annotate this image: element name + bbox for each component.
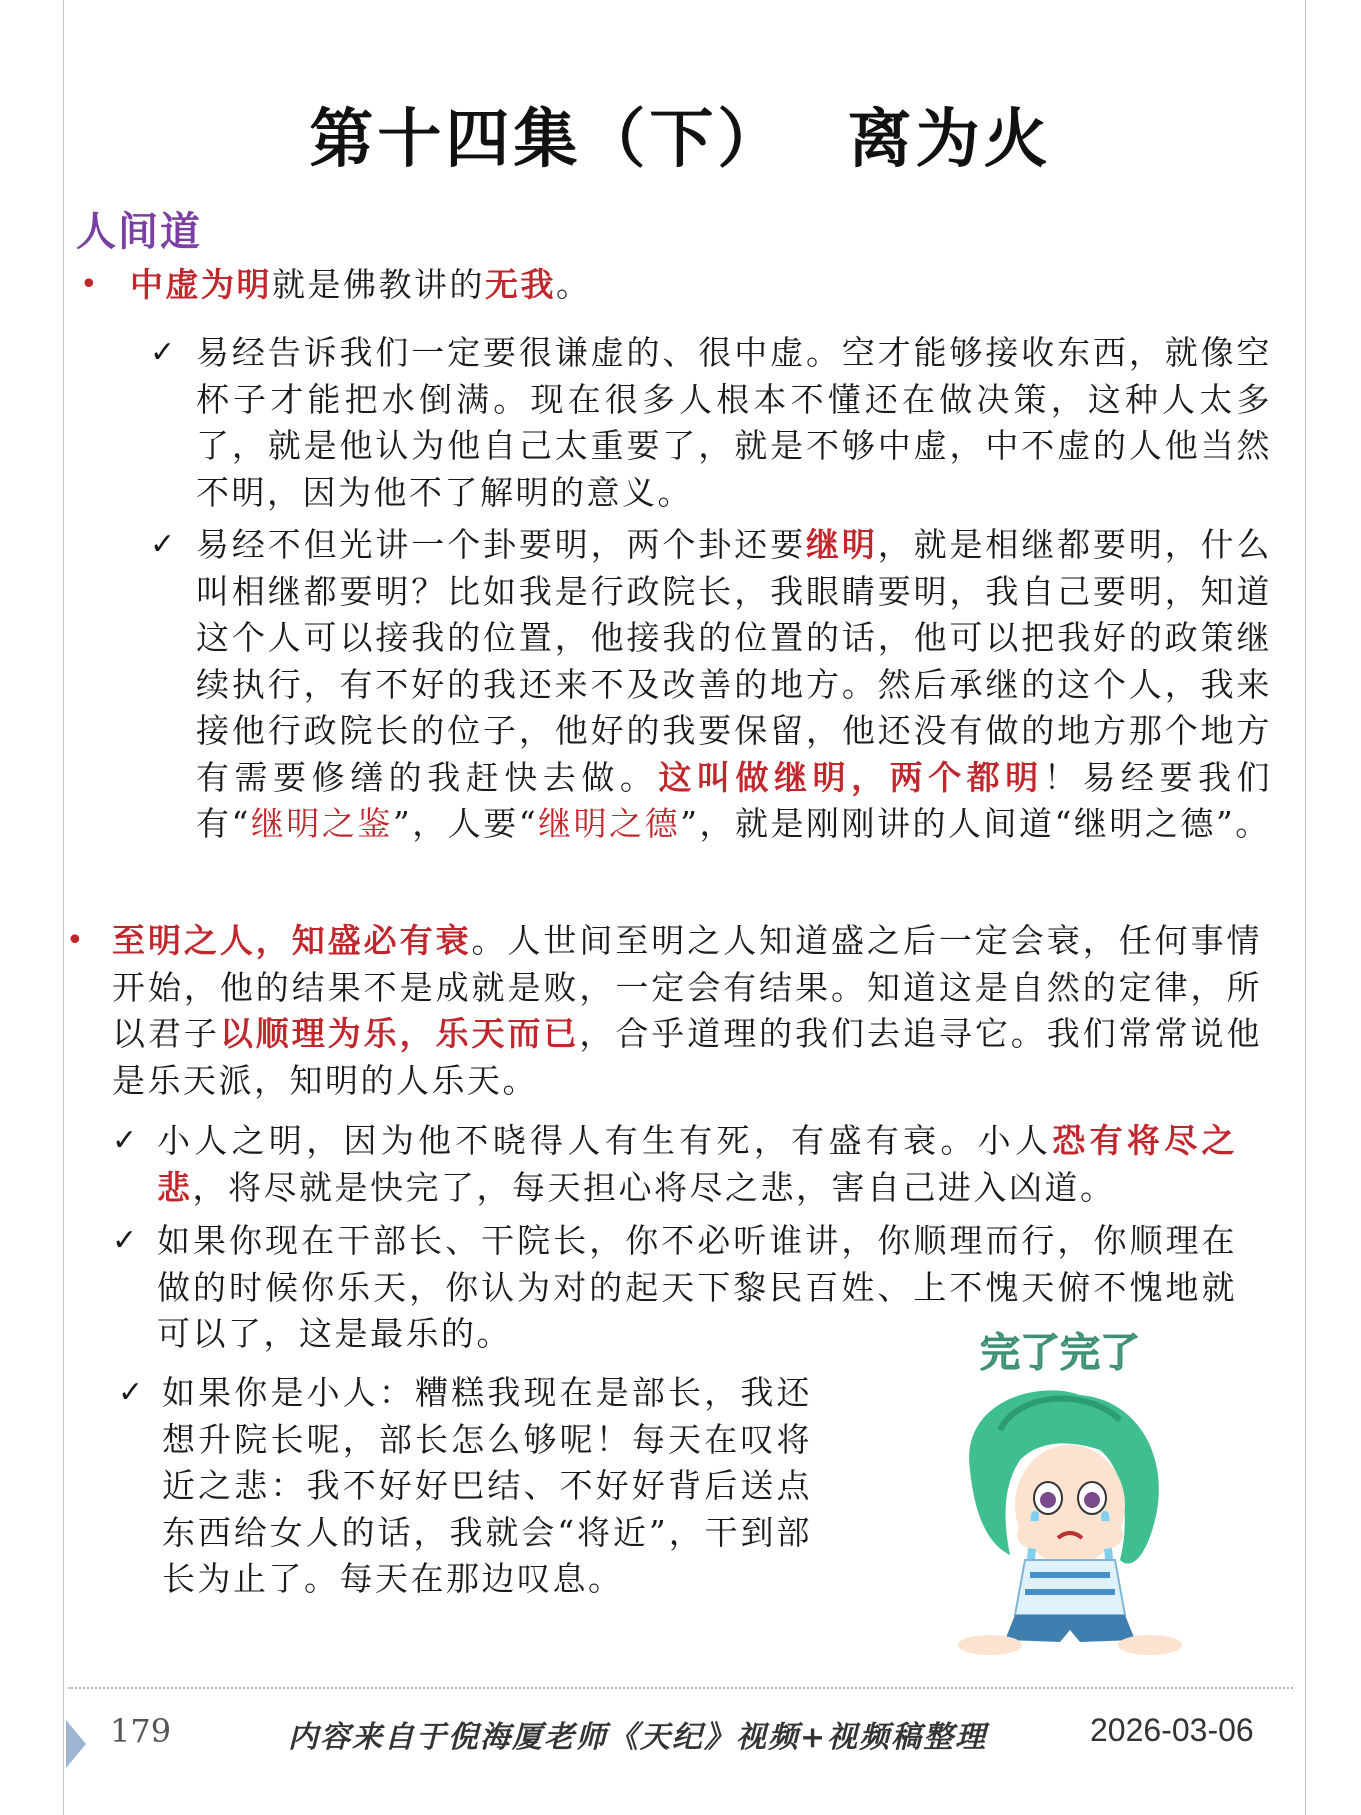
checkmark-icon: ✓ (150, 335, 176, 370)
text: ，就是相继都要明，什么叫相继都要明？比如我是行政院长，我眼睛要明，我自己要明，知道这个人可以接我的位置，他接我的位置的话，他可以把我好的政策继续执行，有不好的我还来不及改善的地方。然后承继的这个人，我来接他行政院长的位子，他好的我要保留，他还没有做的地方那个地方有需要修缮的我赶快去做。 (196, 525, 1273, 797)
check-paragraph-4: 如果你现在干部长、干院长，你不必听谁讲，你顺理而行，你顺理在做的时候你乐天，你认为对的起天下黎民百姓、上不愧天俯不愧地就可以了，这是最乐的。 (157, 1221, 1237, 1353)
text: ，将尽就是快完了，每天担心将尽之悲，害自己进入凶道。 (192, 1167, 1116, 1207)
page-title: 第十四集（下） 离为火 (309, 102, 1052, 177)
bullet-paragraph-1 (130, 262, 1280, 309)
footer-date: 2026-03-06 (1090, 1712, 1254, 1748)
highlight-term: 恐有将尽之悲 (157, 1121, 1238, 1207)
highlight-term: 这叫做继明，两个都明 (658, 757, 1044, 797)
bullet-marker: • (66, 923, 84, 958)
text: 。 (556, 265, 592, 304)
page-number: 179 (110, 1712, 172, 1750)
crying-girl-icon (930, 1320, 1190, 1660)
highlight-term: 继明之鉴 (250, 804, 393, 843)
check-paragraph-5: 如果你是小人：糟糕我现在是部长，我还想升院长呢，部长怎么够呢！每天在叹将近之悲：我不好好巴结、不好好背后送点东西给女人的话，我就会“将近”，干到部长为止了。每天在那边叹息。 (162, 1373, 812, 1598)
highlight-term: 无我 (485, 265, 556, 304)
text: 就是佛教讲的 (272, 265, 485, 304)
highlight-term: 继明 (805, 525, 878, 564)
text: ”，就是刚刚讲的人间道“继明之德”。 (680, 804, 1271, 843)
checkmark-icon: ✓ (112, 1223, 138, 1258)
source-credit: 内容来自于倪海厦老师《天纪》视频+视频稿整理 (288, 1720, 988, 1755)
bullet-marker: • (80, 267, 98, 302)
highlight-term: 继明之德 (538, 804, 681, 843)
check-paragraph-1: 易经告诉我们一定要很谦虚的、很中虚。空才能够接收东西，就像空杯子才能把水倒满。现在很多人根本不懂还在做决策，这种人太多了，就是他认为他自己太重要了，就是不够中虚，中不虚的人他当然不明，因为他不了解明的意义。 (196, 333, 1272, 512)
text: 小人之明，因为他不晓得人有生有死，有盛有衰。小人 (157, 1121, 1053, 1160)
checkmark-icon: ✓ (150, 527, 176, 562)
text: 易经不但光讲一个卦要明，两个卦还要 (196, 525, 806, 564)
text: ”，人要“ (392, 804, 539, 843)
triangle-arrow-icon (66, 1720, 86, 1768)
text: ！易经要我们有“ (196, 757, 1273, 843)
checkmark-icon: ✓ (118, 1375, 144, 1410)
highlight-term: 至明之人，知盛必有衰 (112, 921, 472, 960)
section-heading: 人间道 (76, 208, 202, 255)
check-paragraph-2 (196, 522, 1272, 848)
checkmark-icon: ✓ (112, 1123, 138, 1158)
highlight-term: 以顺理为乐，乐天而已 (219, 1014, 580, 1053)
text: ，合乎道理的我们去追寻它。我们常常说他是乐天派，知明的人乐天。 (112, 1014, 1263, 1100)
highlight-term: 中虚为明 (130, 265, 272, 304)
footer-divider (68, 1687, 1293, 1689)
text: 。人世间至明之人知道盛之后一定会衰，任何事情开始，他的结果不是成就是败，一定会有结果。知道这是自然的定律，所以君子 (112, 921, 1263, 1053)
illustration-caption: 完了完了 (980, 1330, 1140, 1376)
check-paragraph-3 (157, 1118, 1237, 1211)
crying-girl-illustration (930, 1320, 1190, 1660)
bullet-paragraph-2 (112, 918, 1262, 1104)
